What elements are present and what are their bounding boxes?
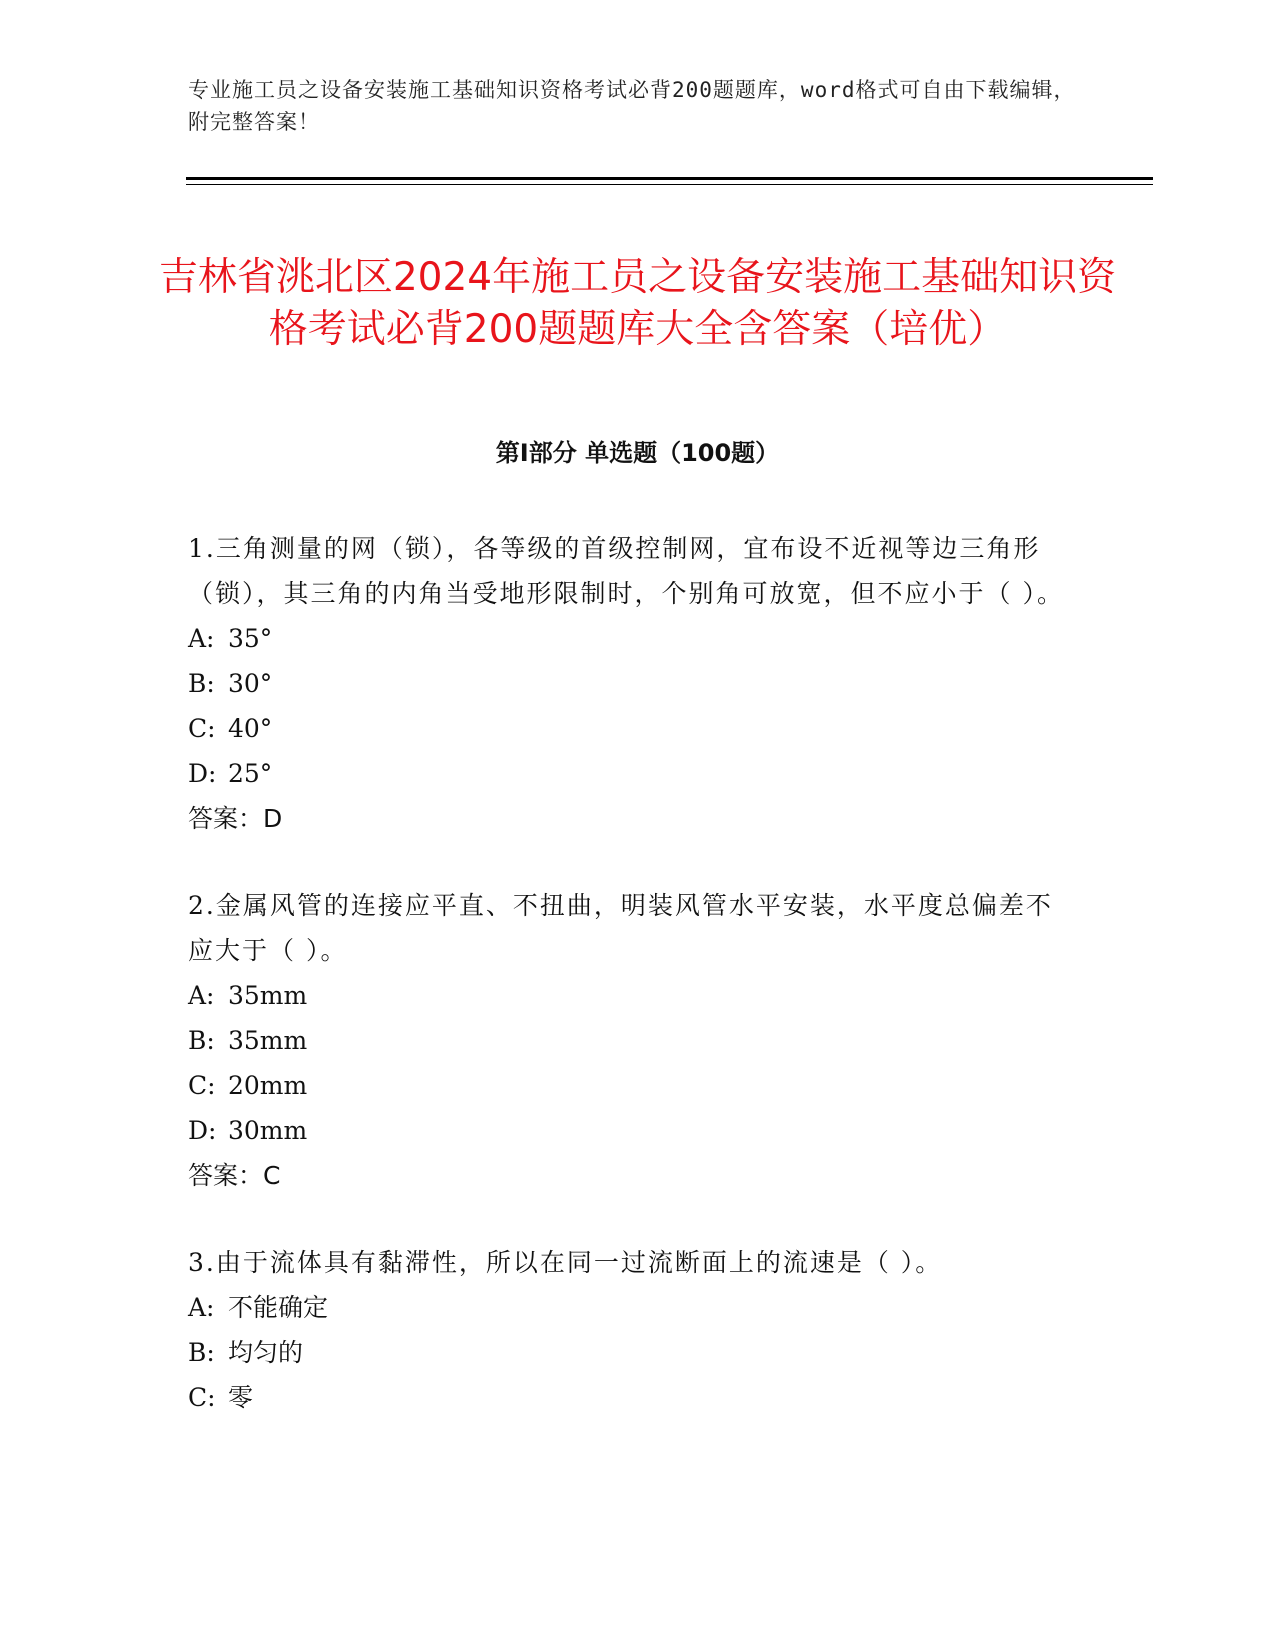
option-value: 25° [228, 759, 273, 788]
option-letter: A: [188, 1293, 215, 1322]
option-letter: C: [188, 714, 216, 743]
question-1-option-b [188, 661, 1068, 706]
question-1-option-d [188, 751, 1068, 796]
option-letter: A: [188, 624, 215, 653]
question-3-text: 3.由于流体具有黏滞性，所以在同一过流断面上的流速是（ ）。 [188, 1248, 943, 1277]
question-2 [188, 883, 1068, 1198]
option-value: 40° [228, 714, 273, 743]
question-1-text: 1.三角测量的网（锁），各等级的首级控制网，宜布设不近视等边三角形（锁），其三角的内角当受地形限制时，个别角可放宽，但不应小于（ ）。 [188, 534, 1064, 608]
question-1-option-c [188, 706, 1068, 751]
option-letter: B: [188, 1338, 215, 1367]
question-3 [188, 1240, 1068, 1420]
header-divider-thin [186, 184, 1153, 185]
option-value: 均匀的 [228, 1338, 304, 1367]
section-title: 第Ⅰ部分 单选题（100题） [495, 439, 780, 467]
option-value: 35mm [228, 981, 308, 1010]
option-letter: C: [188, 1071, 216, 1100]
question-2-option-c [188, 1063, 1068, 1108]
option-value: 不能确定 [228, 1293, 329, 1322]
question-1 [188, 526, 1068, 841]
option-letter: B: [188, 669, 215, 698]
question-3-option-c [188, 1375, 1068, 1420]
question-2-text: 2.金属风管的连接应平直、不扭曲，明装风管水平安装，水平度总偏差不应大于（ ）。 [188, 891, 1053, 965]
question-1-answer: 答案：D [188, 804, 283, 833]
question-2-option-b [188, 1018, 1068, 1063]
option-letter: A: [188, 981, 215, 1010]
option-value: 35° [228, 624, 273, 653]
document-title: 吉林省洮北区2024年施工员之设备安装施工基础知识资格考试必背200题题库大全含答案（培优） [158, 255, 1117, 353]
header-divider-thick [186, 177, 1153, 180]
question-1-option-a [188, 616, 1068, 661]
question-2-answer: 答案：C [188, 1161, 281, 1190]
question-3-option-b [188, 1330, 1068, 1375]
option-value: 35mm [228, 1026, 308, 1055]
option-value: 30mm [228, 1116, 308, 1145]
option-letter: D: [188, 759, 217, 788]
header-note: 专业施工员之设备安装施工基础知识资格考试必背200题题库，word格式可自由下载编辑，附完整答案！ [188, 78, 1076, 134]
option-value: 20mm [228, 1071, 308, 1100]
option-letter: D: [188, 1116, 217, 1145]
question-list [188, 526, 1068, 1462]
question-2-option-a [188, 973, 1068, 1018]
option-value: 零 [228, 1383, 254, 1412]
question-3-option-a [188, 1285, 1068, 1330]
option-letter: C: [188, 1383, 216, 1412]
option-letter: B: [188, 1026, 215, 1055]
option-value: 30° [228, 669, 273, 698]
question-2-option-d [188, 1108, 1068, 1153]
